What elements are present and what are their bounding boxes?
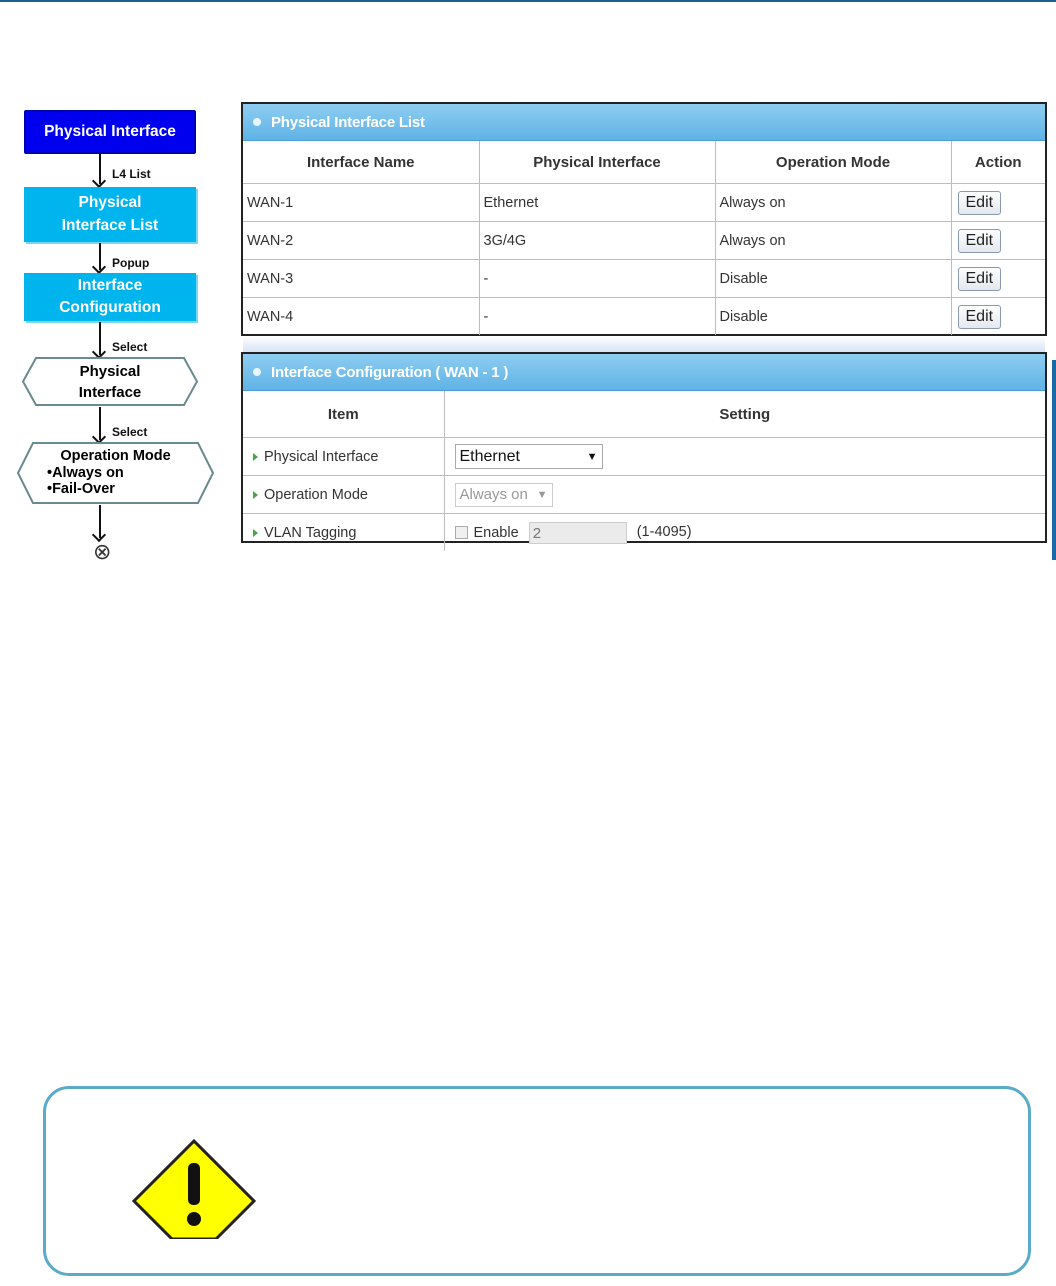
flow-arrow-label-l4-list: L4 List — [112, 167, 151, 181]
flow-arrow-2 — [99, 243, 101, 270]
panel-separator — [243, 336, 1045, 352]
table-row — [243, 222, 1045, 260]
operation-mode-select-value: Always on — [459, 486, 528, 503]
end-circle-x-icon: ⊗ — [93, 539, 112, 564]
flow-arrow-label-select-1: Select — [112, 340, 148, 354]
edit-button-wan-1[interactable]: Edit — [958, 191, 1002, 215]
flow-step-interface-configuration — [24, 273, 196, 321]
cell-physical-interface: 3G/4G — [479, 222, 715, 260]
col-operation-mode: Operation Mode — [715, 141, 951, 184]
flow-step-physical-interface-list — [24, 187, 196, 242]
caret-down-icon: ▼ — [536, 488, 548, 501]
col-physical-interface: Physical Interface — [479, 141, 715, 184]
config-row-physical-interface — [243, 438, 1045, 476]
flow-arrow-label-select-2: Select — [112, 425, 148, 439]
item-physical-interface — [243, 438, 444, 476]
caution-box — [43, 1086, 1031, 1276]
setting-physical-interface — [444, 438, 1045, 476]
flow-arrow-3 — [99, 322, 101, 355]
panel-bullet-icon — [253, 118, 261, 126]
triangle-right-icon — [253, 529, 258, 537]
interface-configuration-table — [243, 391, 1045, 551]
setting-operation-mode — [444, 476, 1045, 514]
flow-operation-mode-title: Operation Mode — [60, 447, 171, 464]
table-row — [243, 260, 1045, 298]
panel-bullet-icon — [253, 368, 261, 376]
cell-physical-interface: - — [479, 260, 715, 298]
cell-interface-name: WAN-3 — [243, 260, 479, 298]
flow-step-conf-line1: Interface — [77, 276, 143, 294]
flow-step-physical-interface-select — [22, 357, 198, 406]
vlan-range-hint: (1-4095) — [636, 524, 692, 541]
flow-step-conf-line2: Configuration — [59, 299, 161, 316]
physical-interface-select-value: Ethernet — [459, 447, 520, 465]
flow-step-list-line2: Interface List — [61, 216, 159, 234]
cell-interface-name: WAN-2 — [243, 222, 479, 260]
config-row-operation-mode — [243, 476, 1045, 514]
physical-interface-select[interactable] — [455, 444, 603, 469]
physical-interface-list-panel — [241, 102, 1047, 336]
panel-header-list — [243, 104, 1045, 141]
triangle-right-icon — [253, 491, 258, 499]
flow-step-physical-interface: Physical Interface — [24, 110, 196, 154]
flow-step-select-line2: Interface — [78, 383, 142, 401]
item-vlan-tagging — [243, 514, 444, 552]
right-edge-rule — [1052, 360, 1056, 560]
cell-action — [951, 298, 1045, 336]
table-header-row — [243, 141, 1045, 184]
flow-step-select-line1: Physical — [79, 362, 141, 380]
item-operation-mode — [243, 476, 444, 514]
label-vlan-tagging: VLAN Tagging — [264, 524, 357, 541]
config-header-row — [243, 391, 1045, 438]
label-physical-interface: Physical Interface — [264, 448, 379, 465]
col-setting: Setting — [444, 391, 1045, 438]
flow-arrow-5 — [99, 505, 101, 538]
cell-action — [951, 260, 1045, 298]
edit-button-wan-2[interactable]: Edit — [958, 229, 1002, 253]
triangle-right-icon — [253, 453, 258, 461]
panel-header-config — [243, 354, 1045, 391]
vlan-enable-checkbox[interactable] — [455, 526, 468, 539]
col-interface-name: Interface Name — [243, 141, 479, 184]
flow-operation-mode-bullet-always-on: •Always on — [47, 464, 124, 481]
cell-operation-mode: Always on — [715, 222, 951, 260]
config-row-vlan-tagging — [243, 514, 1045, 552]
cell-interface-name: WAN-1 — [243, 184, 479, 222]
cell-operation-mode: Disable — [715, 298, 951, 336]
col-action: Action — [951, 141, 1045, 184]
cell-operation-mode: Disable — [715, 260, 951, 298]
table-row — [243, 298, 1045, 336]
table-row — [243, 184, 1045, 222]
flow-step-operation-mode — [17, 442, 214, 504]
cell-physical-interface: Ethernet — [479, 184, 715, 222]
setting-vlan-tagging — [444, 514, 1045, 552]
col-item: Item — [243, 391, 444, 438]
warning-icon — [132, 1139, 256, 1239]
vlan-id-input[interactable]: 2 — [529, 522, 627, 544]
physical-interface-table — [243, 141, 1045, 335]
panel-title-config: Interface Configuration ( WAN - 1 ) — [271, 363, 509, 381]
vlan-enable-label: Enable — [473, 524, 519, 541]
interface-configuration-panel — [241, 352, 1047, 543]
cell-physical-interface: - — [479, 298, 715, 336]
operation-mode-select[interactable] — [455, 483, 553, 507]
cell-action — [951, 184, 1045, 222]
flow-arrow-label-popup: Popup — [112, 256, 150, 270]
caret-down-icon: ▼ — [586, 450, 598, 463]
panel-title-list: Physical Interface List — [271, 113, 425, 131]
flowchart — [0, 0, 230, 580]
edit-button-wan-3[interactable]: Edit — [958, 267, 1002, 291]
flow-step-list-line1: Physical — [78, 194, 142, 212]
flow-arrow-4 — [99, 407, 101, 440]
cell-interface-name: WAN-4 — [243, 298, 479, 336]
cell-action — [951, 222, 1045, 260]
flow-arrow-1 — [99, 154, 101, 184]
cell-operation-mode: Always on — [715, 184, 951, 222]
flow-operation-mode-bullet-fail-over: •Fail-Over — [47, 481, 115, 498]
edit-button-wan-4[interactable]: Edit — [958, 305, 1002, 329]
label-operation-mode: Operation Mode — [264, 486, 368, 503]
